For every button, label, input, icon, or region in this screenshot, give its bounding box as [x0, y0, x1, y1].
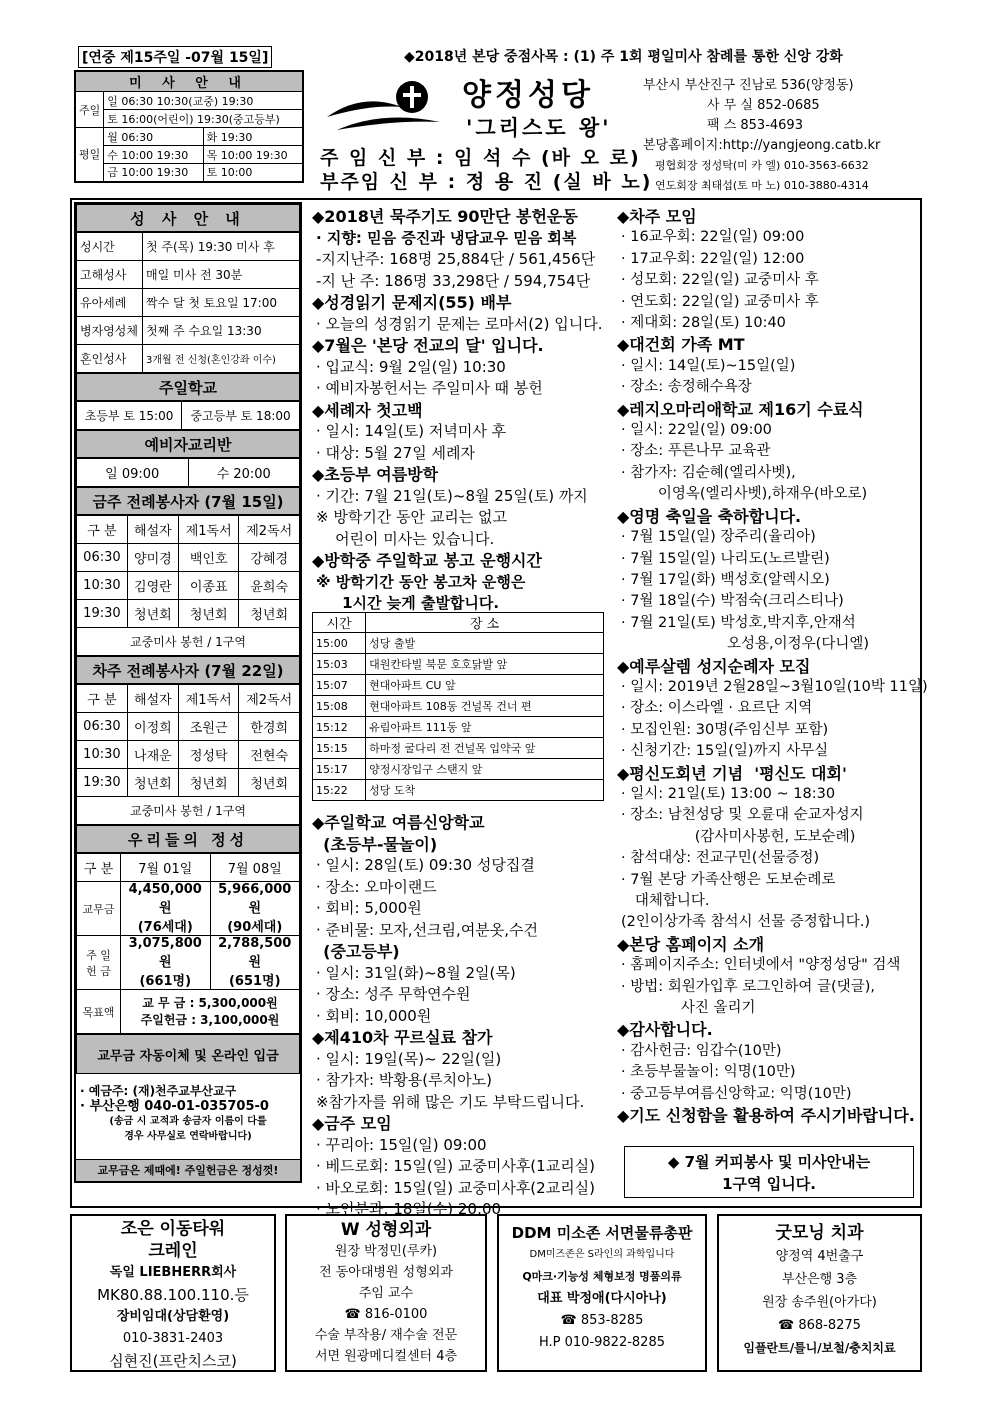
table-header: 장 소 — [366, 613, 604, 633]
ad-title: DDM 미소존 서면물류총판 — [511, 1224, 693, 1242]
section-item: · 꾸리아: 15일(일) 09:00 — [316, 1135, 487, 1154]
middle-column-top — [312, 206, 612, 615]
table-cell: 양정시장입구 스탠지 앞 — [366, 759, 604, 780]
section-item: (2인이상가족 참석시 선물 증정합니다.) — [621, 914, 871, 931]
table-cell: 5,966,000원 (90세대) — [210, 882, 300, 936]
weekday-mass: 월 06:30 — [104, 128, 203, 146]
table-cell: 성당 도착 — [366, 780, 604, 801]
table-cell: 19:30 — [77, 600, 128, 628]
sacrament-value: 첫 주(목) 19:30 미사 후 — [143, 233, 300, 261]
week-label: [연중 제15주일 -07월 15일] — [78, 46, 272, 68]
table-header: 제1독서 — [178, 516, 239, 544]
table-cell: 백인호 — [178, 544, 239, 572]
section-item: · 회비: 5,000원 — [316, 899, 422, 917]
table-cell: 하마정 굴다리 전 건널목 입약국 앞 — [366, 738, 604, 759]
section-item: · 중고등부여름신앙학교: 익명(10만) — [621, 1085, 852, 1102]
sacrament-value: 3개월 전 신청(혼인강좌 이수) — [143, 345, 300, 373]
church-name: 양정성당 — [462, 78, 594, 113]
section-item: · 7월 15일(일) 나리도(노르발린) — [621, 550, 830, 567]
section-heading: ◆2018년 묵주기도 90만단 봉헌운동 — [312, 207, 578, 226]
section-heading: ◆금주 모임 — [312, 1114, 392, 1133]
bank-note: (송금 시 교적과 송금자 이름이 다를 — [109, 1116, 267, 1127]
section-heading: ◆레지오마리애학교 제16기 수료식 — [617, 399, 864, 419]
table-cell: 전현숙 — [239, 741, 300, 769]
church-contact — [643, 76, 880, 196]
ad-line: 수술 부작용/ 재수술 전문 — [314, 1328, 458, 1343]
section-item: · 일시: 21일(토) 13:00 ~ 18:30 — [621, 785, 836, 802]
section-item: · 7월 17일(화) 백성호(알렉시오) — [621, 571, 830, 588]
section-heading: ◆영명 축일을 축하합니다. — [617, 506, 802, 526]
table-cell: 06:30 — [77, 713, 128, 741]
servers1-table — [76, 515, 300, 656]
section-item: · 장소: 남천성당 및 오륜대 순교자성지 — [621, 807, 864, 824]
section-heading: ◆성경읽기 문제지(55) 배부 — [312, 293, 512, 312]
ad-line: 심현진(프란치스코) — [109, 1352, 237, 1370]
table-header: 해설자 — [127, 685, 178, 713]
table-header: 구 분 — [77, 854, 121, 882]
section-item: · 준비물: 모자,선크림,여분옷,수건 — [316, 920, 539, 939]
sacrament-label: 유아세례 — [77, 289, 143, 317]
priests — [320, 146, 652, 194]
table-cell: 4,450,000원 (76세대) — [121, 882, 211, 936]
weekday-mass: 목 10:00 19:30 — [203, 146, 303, 164]
section-item: · 일시: 28일(토) 09:30 성당집결 — [316, 856, 535, 874]
sunday-school-item: 초등부 토 15:00 — [77, 402, 182, 430]
ad-title: 굿모닝 치과 — [775, 1223, 864, 1243]
section-item: · 지향: 믿음 증진과 냉담교우 믿음 회복 — [316, 228, 577, 247]
notice-line: ◆ 7월 커피봉사 및 미사안내는 — [667, 1153, 871, 1171]
table-cell: 나재운 — [127, 741, 178, 769]
table-cell: 3,075,800원 (661명) — [121, 936, 211, 990]
catechumen-item: 수 20:00 — [188, 459, 300, 487]
ad-line: 장비임대(상담환영) — [116, 1309, 230, 1324]
mass-title: 미 사 안 내 — [75, 71, 303, 92]
section-item: · 일시: 14일(토) 저녁미사 후 — [316, 422, 507, 440]
sacrament-value: 짝수 달 첫 토요일 17:00 — [143, 289, 300, 317]
weekday-label: 평일 — [75, 128, 104, 182]
transfer-title: 교무금 자동이체 및 온라인 입금 — [76, 1034, 300, 1074]
church-subname: '그리스도 왕' — [466, 116, 612, 140]
notice-box — [624, 1146, 914, 1198]
ad-line: DM미즈존은 S라인의 과학입니다 — [529, 1249, 675, 1260]
right-column — [617, 206, 928, 1126]
table-cell: 주 일 헌 금 — [77, 936, 121, 990]
sacrament-label: 병자영성체 — [77, 317, 143, 345]
sacrament-label: 성시간 — [77, 233, 143, 261]
table-header: 구 분 — [77, 516, 128, 544]
ad-title: 조은 이동타워 — [120, 1219, 226, 1239]
table-cell: 조원근 — [178, 713, 239, 741]
weekday-mass: 금 10:00 19:30 — [104, 164, 203, 182]
weekday-mass: 화 19:30 — [203, 128, 303, 146]
sacrament-value: 첫째 주 수요일 13:30 — [143, 317, 300, 345]
table-cell: 정성탁 — [178, 741, 239, 769]
table-cell: 15:17 — [313, 759, 366, 780]
section-item: -지지난주: 168명 25,884단 / 561,456단 — [316, 250, 596, 268]
section-item: -지 난 주: 186명 33,298단 / 594,754단 — [316, 271, 591, 290]
section-heading: ◆주일학교 여름신앙학교 — [312, 813, 485, 832]
section-item: · 7월 18일(수) 박점숙(크리스티나) — [621, 593, 844, 610]
section-item: · 17교우회: 22일(일) 12:00 — [621, 250, 805, 267]
section-item: · 7월 21일(토) 박성호,박지후,안재석 — [621, 614, 856, 631]
section-item: · 일시: 19일(목)~ 22일(일) — [316, 1049, 502, 1068]
section-item: · 신청기간: 15일(일)까지 사무실 — [621, 743, 829, 760]
ad-dental — [717, 1214, 922, 1372]
section-heading: ◆본당 홈페이지 소개 — [617, 934, 765, 954]
church-logo — [322, 72, 447, 142]
section-item: ※참가자를 위해 많은 기도 부탁드립니다. — [316, 1092, 585, 1111]
ad-line: ☎ 853-8285 — [560, 1313, 644, 1328]
section-item: · 기간: 7월 21일(토)~8월 25일(토) 까지 — [316, 486, 588, 505]
ad-line: 주임 교수 — [358, 1286, 414, 1301]
section-item: · 참가자: 박황용(루치아노) — [316, 1071, 492, 1089]
bank-info — [76, 1074, 300, 1160]
section-item: ※ 방학기간 동안 봉고차 운행은 — [316, 572, 526, 591]
leader1: 평협회장 정성탁(미 카 엘) 010-3563-6632 — [655, 159, 869, 172]
left-column — [74, 202, 302, 1183]
ad-line: H.P 010-9822-8285 — [538, 1335, 665, 1350]
section-heading: ◆감사합니다. — [617, 1020, 713, 1040]
section-item: 이영옥(엘리사벳),하재우(바오로) — [621, 486, 868, 503]
section-item: · 일시: 22일(일) 09:00 — [621, 422, 772, 439]
ad-line: 대표 박정애(다시아나) — [537, 1291, 667, 1306]
section-item: · 성모회: 22일(일) 교중미사 후 — [621, 272, 819, 289]
mass-schedule — [74, 70, 304, 183]
ad-line: 원장 송주원(아가다) — [762, 1295, 877, 1310]
section-item: · 일시: 14일(토)~15일(일) — [621, 357, 796, 374]
servers2-table — [76, 684, 300, 825]
table-cell: 15:00 — [313, 633, 366, 654]
section-item: · 연도회: 22일(일) 교중미사 후 — [621, 293, 819, 310]
ad-line: MK80.88.100.110.등 — [97, 1286, 249, 1304]
office-phone: 사 무 실 852-0685 — [707, 98, 820, 113]
table-header: 제1독서 — [178, 685, 239, 713]
section-item: (감사미사봉헌, 도보순례) — [621, 828, 856, 845]
table-header: 시간 — [313, 613, 366, 633]
section-item: · 회비: 10,000원 — [316, 1006, 432, 1025]
section-item: · 방법: 회원가입후 로그인하여 글(댓글), — [621, 978, 875, 995]
top-banner — [74, 44, 922, 66]
sunday-mass: 일 06:30 10:30(교중) 19:30 — [104, 92, 303, 110]
section-heading: ◆초등부 여름방학 — [312, 465, 439, 484]
ad-crane — [70, 1214, 276, 1372]
pastor: 주 임 신 부 : 임 석 수 (바 오 로) — [320, 147, 641, 169]
section-item: 사진 올리기 — [621, 1000, 756, 1017]
table-cell: 현대아파트 108동 건널목 건너 편 — [366, 696, 604, 717]
offering-group: 교중미사 봉헌 / 1구역 — [77, 628, 300, 656]
section-heading: ◆세례자 첫고백 — [312, 400, 423, 420]
table-cell: 청년회 — [178, 769, 239, 797]
section-item: · 일시: 2019년 2월28일~3월10일(10박 11일) — [621, 678, 928, 695]
table-cell: 청년회 — [127, 769, 178, 797]
section-item: · 모집인원: 30명(주임신부 포함) — [621, 721, 829, 738]
ad-title: W 성형외과 — [340, 1220, 432, 1240]
section-item: · 장소: 오마이랜드 — [316, 877, 437, 896]
table-cell: 19:30 — [77, 769, 128, 797]
table-cell: 현대아파트 CU 앞 — [366, 675, 604, 696]
section-item: · 베드로회: 15일(일) 교중미사후(1교리실) — [316, 1157, 596, 1175]
sacrament-label: 고해성사 — [77, 261, 143, 289]
sacrament-table — [76, 232, 300, 373]
assistant-pastor: 부주임 신 부 : 정 용 진 (실 바 노) — [320, 171, 653, 193]
table-cell: 청년회 — [178, 600, 239, 628]
section-item: · 홈페이지주소: 인터넷에서 "양정성당" 검색 — [621, 957, 901, 974]
table-cell: 양미경 — [127, 544, 178, 572]
table-header: 구 분 — [77, 685, 128, 713]
ad-line: 독일 LIEBHERR회사 — [109, 1265, 237, 1280]
ad-title: 크레인 — [148, 1241, 198, 1261]
table-header: 7월 01일 — [121, 854, 211, 882]
bank-account: · 부산은행 040-01-035705-0 — [80, 1099, 269, 1114]
ad-line: 부산은행 3층 — [781, 1272, 858, 1287]
weekday-mass: 수 10:00 19:30 — [104, 146, 203, 164]
sacrament-value: 매일 미사 전 30분 — [143, 261, 300, 289]
table-cell: 청년회 — [127, 600, 178, 628]
homepage-link[interactable]: 본당홈페이지:http://yangjeong.catb.kr — [643, 138, 881, 153]
section-item: 오성용,이정우(다니엘) — [621, 636, 869, 653]
bank-holder: · 예금주: (재)천주교부산교구 — [80, 1084, 237, 1098]
sunday-school-table — [76, 401, 300, 430]
section-item: 대체합니다. — [621, 893, 710, 909]
section-item: 1시간 늦게 출발합니다. — [316, 594, 500, 612]
offering-title: 우리들의 정성 — [76, 825, 300, 853]
pastoral-focus: ◆2018년 본당 중점사목 : (1) 주 1회 평일미사 참례를 통한 신앙 강화 — [404, 49, 843, 65]
table-cell: 교무금 — [77, 882, 121, 936]
table-cell: 한경희 — [239, 713, 300, 741]
ad-line: Q마크·기능성 체형보정 명품의류 — [522, 1270, 682, 1283]
weekday-mass: 토 10:00 — [203, 164, 303, 182]
goal-offering: 주일헌금 : 3,100,000원 — [140, 1012, 280, 1027]
middle-column-bottom — [312, 812, 612, 1221]
sacrament-title: 성 사 안 내 — [76, 204, 300, 232]
table-header: 제2독서 — [239, 516, 300, 544]
bank-note: 경우 사무실로 연락바랍니다) — [124, 1131, 252, 1142]
section-heading: (중고등부) — [312, 942, 400, 961]
table-header: 해설자 — [127, 516, 178, 544]
table-cell: 이정희 — [127, 713, 178, 741]
ad-line: 010-3831-2403 — [122, 1331, 224, 1346]
section-heading: ◆기도 신청함을 활용하여 주시기바랍니다. — [617, 1106, 915, 1126]
table-cell: 2,788,500원 (651명) — [210, 936, 300, 990]
ad-line: 양정역 4번출구 — [775, 1249, 864, 1264]
table-cell: 윤희숙 — [239, 572, 300, 600]
section-item: · 장소: 이스라엘 · 요르단 지역 — [621, 700, 813, 717]
catechumen-item: 일 09:00 — [77, 459, 189, 487]
table-cell: 15:03 — [313, 654, 366, 675]
section-item: · 바오로회: 15일(일) 교중미사후(2교리실) — [316, 1178, 596, 1197]
sunday-label: 주일 — [75, 92, 104, 128]
section-item: · 예비자봉헌서는 주일미사 때 봉헌 — [316, 379, 543, 397]
table-header: 7월 08일 — [210, 854, 300, 882]
table-cell: 15:08 — [313, 696, 366, 717]
catechumen-title: 예비자교리반 — [76, 430, 300, 458]
ad-line: 임플란트/틀니/보철/충치치료 — [743, 1341, 896, 1355]
ad-line: 원장 박정민(루카) — [334, 1244, 438, 1259]
section-item: · 입교식: 9월 2일(일) 10:30 — [316, 357, 506, 376]
ad-line: 전 동아대병원 성형외과 — [319, 1265, 453, 1280]
goal-label: 목표액 — [77, 990, 121, 1034]
table-cell: 15:12 — [313, 717, 366, 738]
section-item: · 장소: 성주 무학연수원 — [316, 985, 471, 1003]
table-cell: 김영란 — [127, 572, 178, 600]
section-heading: ◆평신도회년 기념 '평신도 대회' — [617, 763, 847, 783]
section-item: · 장소: 송정해수욕장 — [621, 379, 752, 396]
table-cell: 15:22 — [313, 780, 366, 801]
table-cell: 청년회 — [239, 600, 300, 628]
saturday-mass: 토 16:00(어린이) 19:30(중고등부) — [104, 110, 303, 128]
section-item: · 감사헌금: 임갑수(10만) — [621, 1042, 782, 1059]
section-item: · 장소: 푸른나무 교육관 — [621, 443, 771, 460]
section-item: · 제대회: 28일(토) 10:40 — [621, 315, 786, 332]
table-cell: 10:30 — [77, 741, 128, 769]
table-cell: 15:15 — [313, 738, 366, 759]
sacrament-label: 혼인성사 — [77, 345, 143, 373]
section-item: · 대상: 5월 27일 세례자 — [316, 443, 475, 462]
section-heading: ◆7월은 '본당 전교의 달' 입니다. — [312, 336, 544, 355]
servers2-title: 차주 전례봉사자 (7월 22일) — [76, 656, 300, 684]
section-item: · 오늘의 성경읽기 문제는 로마서(2) 입니다. — [316, 314, 603, 333]
slogan: 교무금은 제때에! 주일헌금은 정성껏! — [76, 1160, 300, 1181]
ad-line: ☎ 868-8275 — [778, 1318, 861, 1333]
section-item: ※ 방학기간 동안 교리는 없고 — [316, 508, 508, 526]
section-heading: ◆대건회 가족 MT — [617, 335, 745, 355]
section-heading: ◆제410차 꾸르실료 참가 — [312, 1028, 493, 1047]
servers1-title: 금주 전례봉사자 (7월 15일) — [76, 487, 300, 515]
section-item: · 7월 본당 가족산행은 도보순례로 — [621, 871, 836, 888]
bus-schedule — [312, 612, 604, 801]
notice-line: 1구역 입니다. — [722, 1175, 816, 1193]
sunday-school-item: 중고등부 토 18:00 — [182, 402, 300, 430]
section-item: · 참가자: 김순혜(엘리사벳), — [621, 464, 796, 481]
section-heading: ◆차주 모임 — [617, 207, 697, 226]
fax: 팩 스 853-4693 — [707, 118, 803, 133]
leader2: 연도회장 최태섭(토 마 노) 010-3880-4314 — [655, 179, 869, 192]
table-cell: 성당 출발 — [366, 633, 604, 654]
section-item: · 참석대상: 전교구민(선물증정) — [621, 850, 820, 867]
table-header: 제2독서 — [239, 685, 300, 713]
section-item: · 7월 15일(일) 장주리(율리아) — [621, 529, 816, 546]
table-cell: 유림아파트 111동 앞 — [366, 717, 604, 738]
section-item: 어린이 미사는 있습니다. — [316, 529, 495, 548]
ad-clinic — [285, 1214, 487, 1372]
table-cell: 15:07 — [313, 675, 366, 696]
sunday-school-title: 주일학교 — [76, 373, 300, 401]
section-heading: ◆방학중 주일학교 봉고 운행시간 — [312, 551, 542, 570]
table-cell: 강혜경 — [239, 544, 300, 572]
offering-table — [76, 853, 300, 1034]
ad-line: 서면 원광메디컬센터 4층 — [314, 1349, 458, 1364]
goal-dues: 교 무 금 : 5,300,000원 — [142, 995, 278, 1010]
ad-shop — [497, 1214, 707, 1372]
table-cell: 10:30 — [77, 572, 128, 600]
ad-line: ☎ 816-0100 — [344, 1307, 428, 1322]
section-heading: ◆예루살렘 성지순례자 모집 — [617, 656, 811, 676]
table-cell: 이종표 — [178, 572, 239, 600]
section-item: · 일시: 31일(화)~8월 2일(목) — [316, 963, 516, 982]
table-cell: 06:30 — [77, 544, 128, 572]
section-heading: (초등부-물놀이) — [312, 834, 438, 854]
table-cell: 대원칸타빌 북문 호호닭발 앞 — [366, 654, 604, 675]
section-item: · 16교우회: 22일(일) 09:00 — [621, 229, 805, 246]
address: 부산시 부산진구 진남로 536(양정동) — [643, 78, 854, 93]
section-item: · 초등부물놀이: 익명(10만) — [621, 1064, 796, 1081]
catechumen-table — [76, 458, 300, 487]
table-cell: 청년회 — [239, 769, 300, 797]
offering-group: 교중미사 봉헌 / 1구역 — [77, 797, 300, 825]
section-item: · 노인분과: 18일(수) 20:00 — [316, 1200, 502, 1218]
